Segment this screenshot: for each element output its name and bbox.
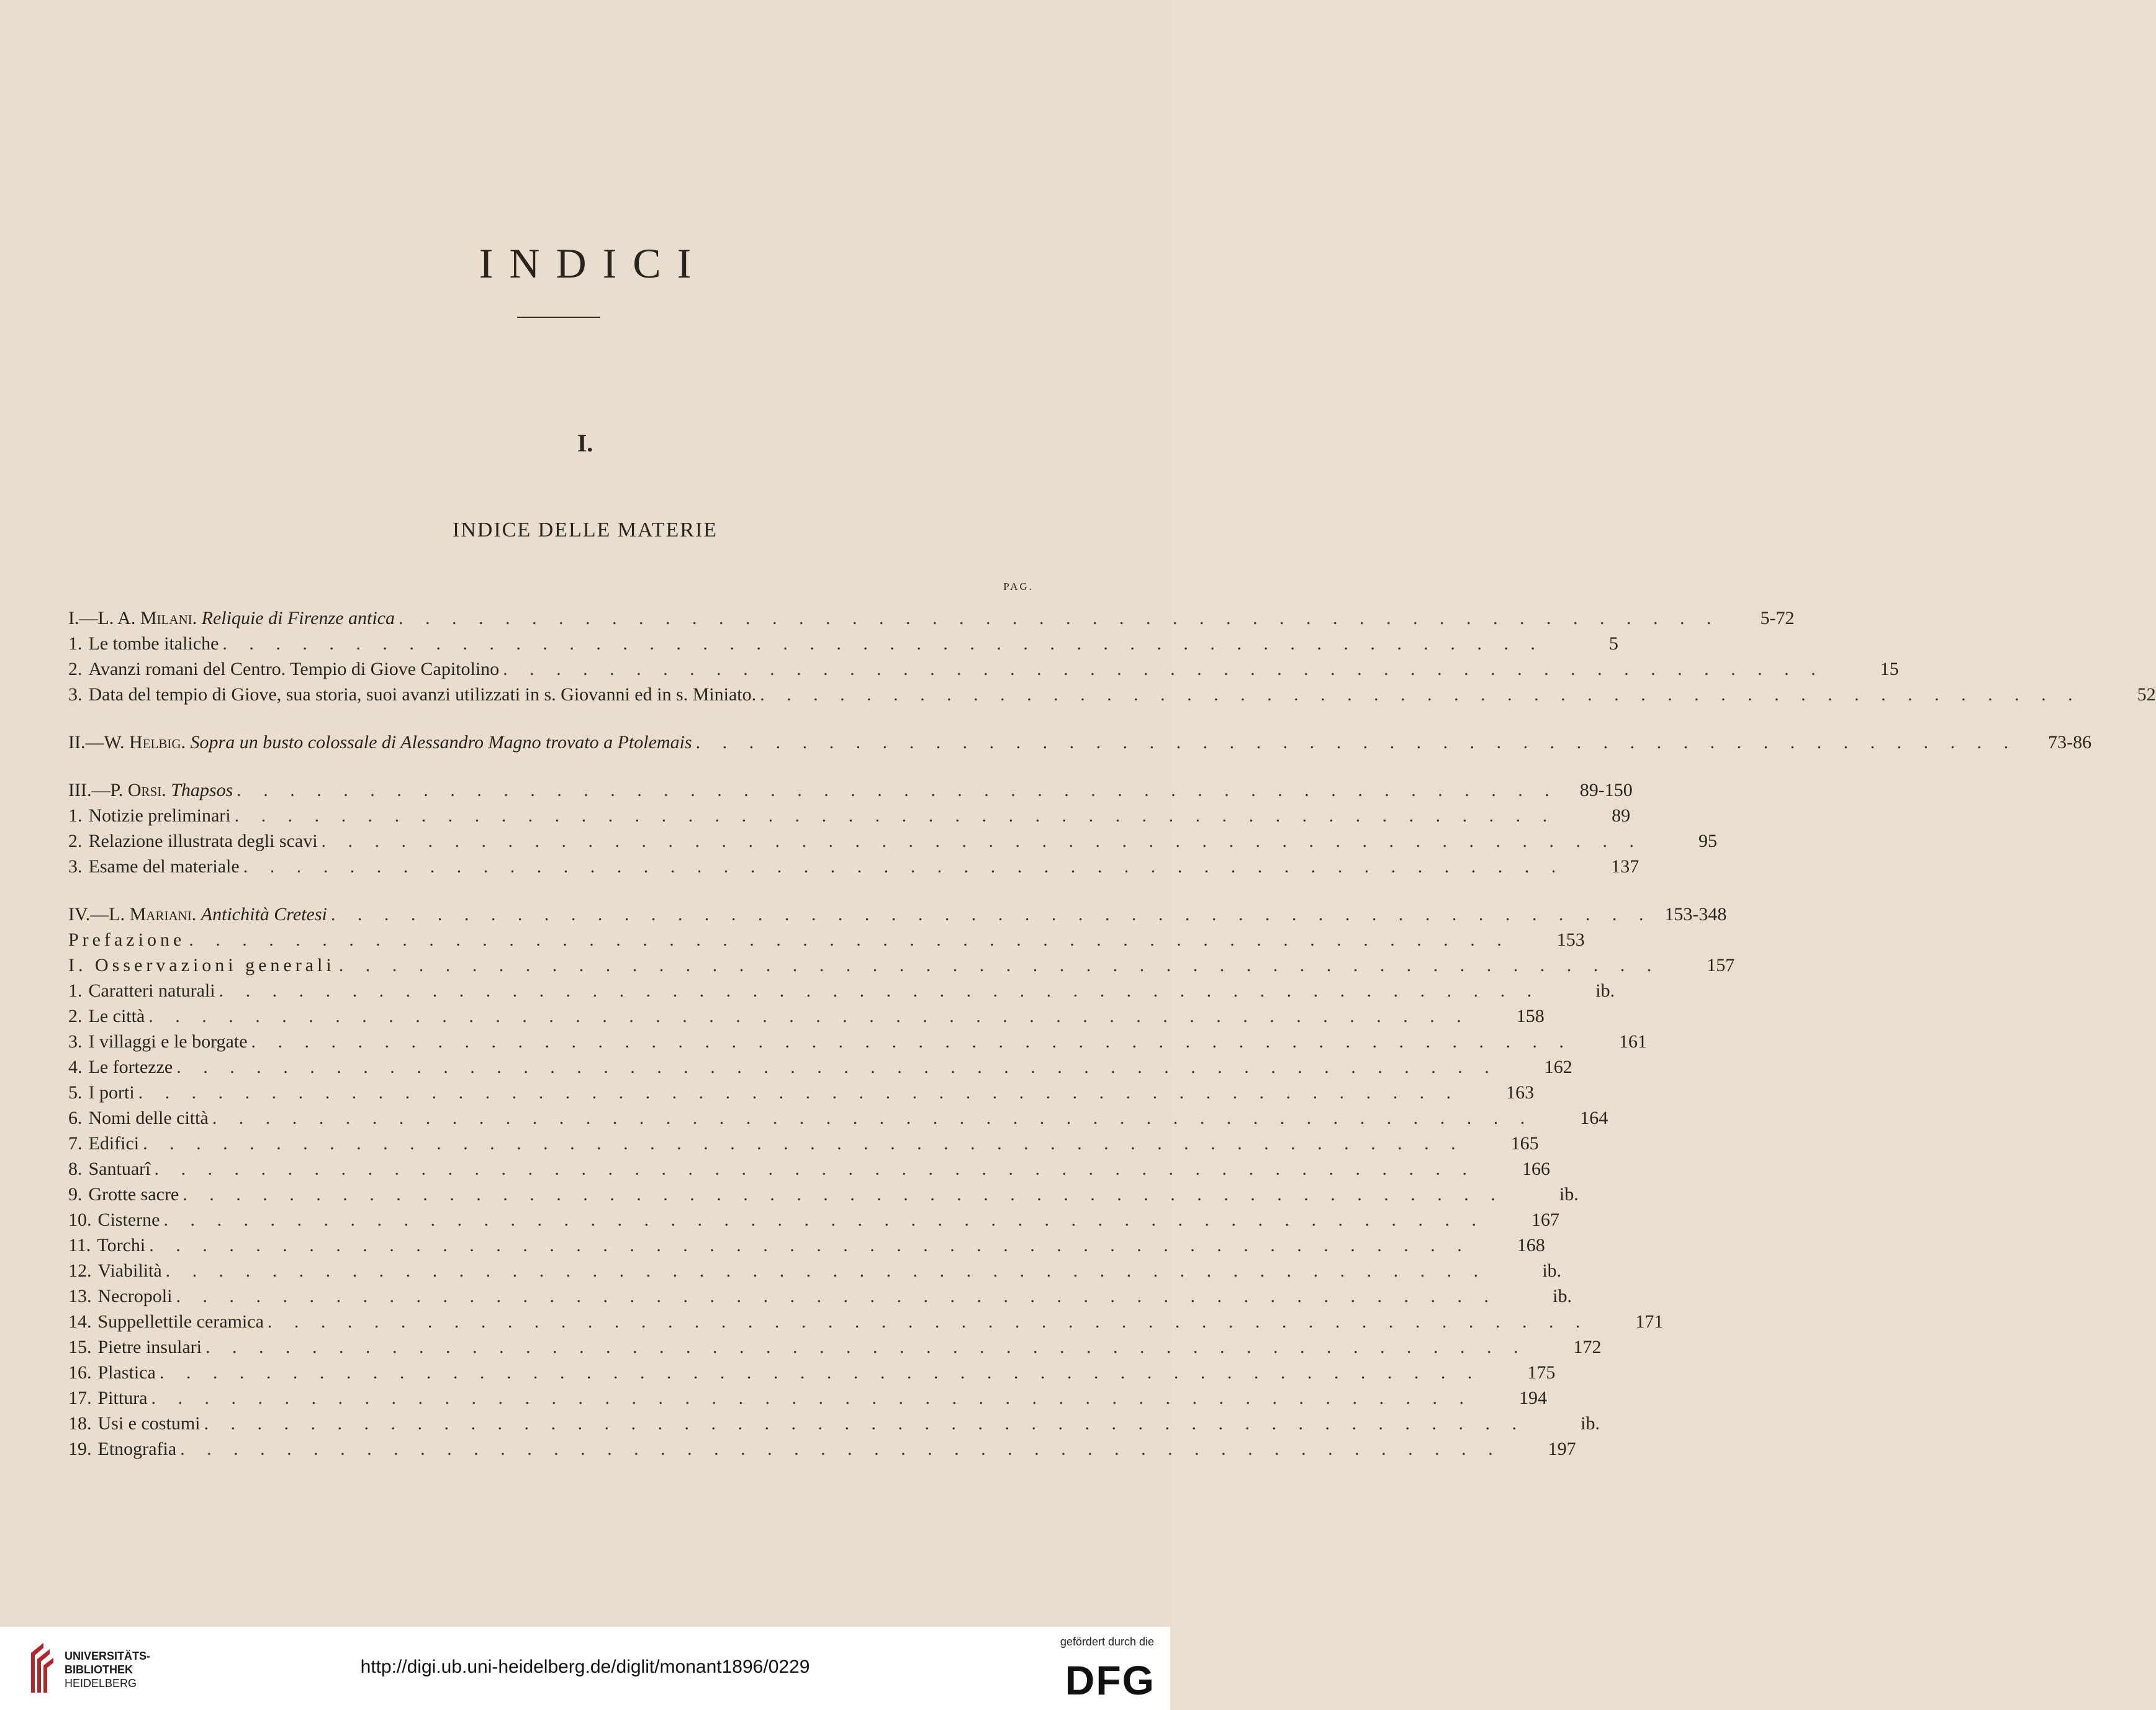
dot-leader: . . . . . . . . . . . . . . . . . . . . . . . . . . . . . . . . . . . . . . . . . . . . . . . . . . bbox=[149, 1235, 1471, 1255]
item-text: Plastica bbox=[97, 1362, 156, 1383]
toc-preface-row[interactable] bbox=[68, 927, 1585, 952]
dot-leader: . . . . . . . . . . . . . . . . . . . . . . . . . . . . . . . . . . . . . . . . . . . . . . . . . . bbox=[176, 1286, 1497, 1306]
toc-item-row[interactable] bbox=[68, 1003, 1545, 1029]
dot-leader: . . . . . . . . . . . . . . . . . . . . . . . . . . . . . . . . . . . . . . . . . . . . . . . . . . bbox=[760, 684, 2082, 705]
item-page: 167 bbox=[1531, 1210, 1559, 1230]
item-page: 172 bbox=[1573, 1337, 1602, 1357]
item-text: Viabilità bbox=[97, 1260, 162, 1281]
dot-leader: . . . . . . . . . . . . . . . . . . . . . . . . . . . . . . . . . . . . . . . . . . . . . . . . . . bbox=[219, 980, 1541, 1001]
item-text: I villaggi e le borgate bbox=[88, 1031, 248, 1052]
toc-item-row[interactable] bbox=[68, 1080, 1535, 1105]
item-number: 14. bbox=[68, 1311, 92, 1332]
pag-column-label: PAG. bbox=[1003, 581, 1034, 592]
digitization-footer bbox=[0, 1627, 1170, 1710]
item-number: 13. bbox=[68, 1286, 92, 1306]
item-text: Avanzi romani del Centro. Tempio di Giove Capitolino bbox=[88, 659, 500, 679]
section-author: L. Mariani. bbox=[109, 904, 197, 925]
item-text: Esame del materiale bbox=[88, 856, 240, 877]
item-page: 166 bbox=[1522, 1159, 1550, 1179]
item-page: ib. bbox=[1581, 1413, 1600, 1434]
section-author: P. Orsi. bbox=[110, 780, 166, 800]
part-number: I. bbox=[577, 429, 593, 457]
preface-text: Prefazione bbox=[68, 930, 186, 950]
item-text: Usi e costumi bbox=[97, 1413, 201, 1434]
dot-leader: . . . . . . . . . . . . . . . . . . . . . . . . . . . . . . . . . . . . . . . . . . . . . . . . . . bbox=[138, 1082, 1460, 1103]
item-text: Le tombe italiche bbox=[88, 633, 219, 654]
item-page: 15 bbox=[1880, 659, 1899, 679]
dfg-logo: DFG bbox=[1065, 1657, 1155, 1703]
toc-item-row[interactable] bbox=[68, 1385, 1547, 1411]
toc-section-row[interactable] bbox=[68, 902, 1727, 927]
item-number: 6. bbox=[68, 1108, 83, 1128]
toc-item-row[interactable] bbox=[68, 1207, 1559, 1233]
item-number: 17. bbox=[68, 1388, 92, 1408]
toc-item-row[interactable] bbox=[68, 1436, 1576, 1462]
item-page: 161 bbox=[1619, 1031, 1648, 1052]
item-text: Santuarî bbox=[88, 1159, 151, 1179]
dot-leader: . . . . . . . . . . . . . . . . . . . . . . . . . . . . . . . . . . . . . . . . . . . . . . . . . . bbox=[212, 1108, 1534, 1128]
item-number: 11. bbox=[68, 1235, 91, 1255]
toc-item-row[interactable] bbox=[68, 1182, 1579, 1207]
toc-section-row[interactable] bbox=[68, 730, 2092, 755]
dot-leader: . . . . . . . . . . . . . . . . . . . . . . . . . . . . . . . . . . . . . . . . . . . . . . . . . . bbox=[189, 930, 1510, 950]
toc-item-row[interactable] bbox=[68, 1309, 1664, 1334]
item-page: 164 bbox=[1580, 1108, 1608, 1128]
toc-item-row[interactable] bbox=[68, 1131, 1539, 1156]
logo-line-2: BIBLIOTHEK bbox=[65, 1663, 133, 1676]
dot-leader: . . . . . . . . . . . . . . . . . . . . . . . . . . . . . . . . . . . . . . . . . . . . . . . . . . bbox=[503, 659, 1824, 679]
item-page: ib. bbox=[1542, 1260, 1562, 1281]
item-text: Data del tempio di Giove, sua storia, suoi avanzi utilizzati in s. Giovanni ed in s. Miniato. bbox=[88, 684, 757, 705]
dot-leader: . . . . . . . . . . . . . . . . . . . . . . . . . . . . . . . . . . . . . . . . . . . . . . . . . . bbox=[237, 780, 1558, 800]
toc-item-row[interactable] bbox=[68, 1156, 1550, 1182]
dot-leader: . . . . . . . . . . . . . . . . . . . . . . . . . . . . . . . . . . . . . . . . . . . . . . . . . . bbox=[154, 1159, 1476, 1179]
section-page: 5-72 bbox=[1760, 608, 1795, 628]
item-number: 3. bbox=[68, 1031, 83, 1052]
item-text: Etnografia bbox=[97, 1439, 177, 1459]
section-dash: — bbox=[90, 904, 109, 925]
item-number: 7. bbox=[68, 1133, 83, 1154]
item-page: ib. bbox=[1553, 1286, 1572, 1306]
dot-leader: . . . . . . . . . . . . . . . . . . . . . . . . . . . . . . . . . . . . . . . . . . . . . . . . . . bbox=[234, 805, 1556, 826]
toc-preface-row[interactable] bbox=[68, 952, 1735, 978]
spacer bbox=[186, 730, 191, 755]
section-dash: — bbox=[85, 732, 104, 753]
item-number: 9. bbox=[68, 1184, 83, 1205]
section-page: 89-150 bbox=[1579, 780, 1633, 800]
item-number: 19. bbox=[68, 1439, 92, 1459]
item-text: Pittura bbox=[97, 1388, 148, 1408]
dot-leader: . . . . . . . . . . . . . . . . . . . . . . . . . . . . . . . . . . . . . . . . . . . . . . . . . . bbox=[398, 608, 1720, 628]
source-url[interactable]: http://digi.ub.uni-heidelberg.de/diglit/monant1896/0229 bbox=[360, 1657, 810, 1677]
item-page: 163 bbox=[1506, 1082, 1535, 1103]
item-number: 16. bbox=[68, 1362, 92, 1383]
section-dash: — bbox=[91, 780, 111, 800]
item-number: 10. bbox=[68, 1210, 92, 1230]
toc-item-row[interactable] bbox=[68, 1334, 1602, 1360]
item-text: Cisterne bbox=[97, 1210, 160, 1230]
item-page: 162 bbox=[1544, 1057, 1572, 1077]
item-page: 197 bbox=[1548, 1439, 1576, 1459]
item-page: 168 bbox=[1517, 1235, 1545, 1255]
section-work-title: Reliquie di Firenze antica bbox=[201, 608, 395, 628]
item-text: Relazione illustrata degli scavi bbox=[88, 831, 318, 851]
item-text: Suppellettile ceramica bbox=[97, 1311, 264, 1332]
item-text: Pietre insulari bbox=[97, 1337, 202, 1357]
logo-line-1: UNIVERSITÄTS- bbox=[65, 1650, 151, 1662]
dot-leader: . . . . . . . . . . . . . . . . . . . . . . . . . . . . . . . . . . . . . . . . . . . . . . . . . . bbox=[159, 1362, 1481, 1383]
item-page: 194 bbox=[1519, 1388, 1547, 1408]
spacer bbox=[197, 605, 202, 631]
item-page: 95 bbox=[1698, 831, 1718, 851]
item-number: 18. bbox=[68, 1413, 92, 1434]
toc-item-row[interactable] bbox=[68, 1105, 1608, 1131]
dot-leader: . . . . . . . . . . . . . . . . . . . . . . . . . . . . . . . . . . . . . . . . . . . . . . . . . . bbox=[165, 1260, 1487, 1281]
dot-leader: . . . . . . . . . . . . . . . . . . . . . . . . . . . . . . . . . . . . . . . . . . . . . . . . . . bbox=[180, 1439, 1502, 1459]
section-page: 73-86 bbox=[2048, 732, 2092, 753]
section-author: W. Helbig. bbox=[104, 732, 186, 753]
section-number: I. bbox=[68, 608, 79, 628]
toc-item-row[interactable] bbox=[68, 682, 2156, 707]
item-number: 2. bbox=[68, 1006, 83, 1026]
item-number: 12. bbox=[68, 1260, 92, 1281]
toc-item-row[interactable] bbox=[68, 1054, 1572, 1080]
toc-item-row[interactable] bbox=[68, 1029, 1648, 1054]
dot-leader: . . . . . . . . . . . . . . . . . . . . . . . . . . . . . . . . . . . . . . . . . . . . . . . . . . bbox=[151, 1388, 1473, 1408]
item-text: Notizie preliminari bbox=[88, 805, 231, 826]
item-page: 171 bbox=[1635, 1311, 1664, 1332]
item-number: 1. bbox=[68, 805, 83, 826]
page-title: INDICI bbox=[479, 240, 708, 287]
dot-leader: . . . . . . . . . . . . . . . . . . . . . . . . . . . . . . . . . . . . . . . . . . . . . . . . . . bbox=[338, 955, 1661, 975]
item-page: 165 bbox=[1510, 1133, 1539, 1154]
dot-leader: . . . . . . . . . . . . . . . . . . . . . . . . . . . . . . . . . . . . . . . . . . . . . . . . . . bbox=[243, 856, 1565, 877]
item-number: 8. bbox=[68, 1159, 83, 1179]
item-number: 3. bbox=[68, 684, 83, 705]
dot-leader: . . . . . . . . . . . . . . . . . . . . . . . . . . . . . . . . . . . . . . . . . . . . . . . . . . bbox=[267, 1311, 1589, 1332]
item-number: 1. bbox=[68, 980, 83, 1001]
spacer bbox=[196, 902, 201, 927]
item-text: Necropoli bbox=[97, 1286, 173, 1306]
item-page: 5 bbox=[1608, 633, 1618, 654]
section-title: INDICE DELLE MATERIE bbox=[452, 518, 718, 541]
item-page: 158 bbox=[1516, 1006, 1545, 1026]
section-page: 153-348 bbox=[1664, 904, 1727, 925]
item-number: 15. bbox=[68, 1337, 92, 1357]
item-number: 2. bbox=[68, 659, 83, 679]
dot-leader: . . . . . . . . . . . . . . . . . . . . . . . . . . . . . . . . . . . . . . . . . . . . . . . . . . bbox=[251, 1031, 1573, 1052]
toc-item-row[interactable] bbox=[68, 1233, 1545, 1258]
section-number: II. bbox=[68, 732, 86, 753]
toc-item-row[interactable] bbox=[68, 828, 1718, 854]
dot-leader: . . . . . . . . . . . . . . . . . . . . . . . . . . . . . . . . . . . . . . . . . . . . . . . . . . bbox=[143, 1133, 1464, 1154]
dot-leader: . . . . . . . . . . . . . . . . . . . . . . . . . . . . . . . . . . . . . . . . . . . . . . . . . . bbox=[163, 1210, 1485, 1230]
item-page: ib. bbox=[1559, 1184, 1579, 1205]
item-number: 5. bbox=[68, 1082, 83, 1103]
dot-leader: . . . . . . . . . . . . . . . . . . . . . . . . . . . . . . . . . . . . . . . . . . . . . . . . . . bbox=[695, 732, 2018, 753]
toc-item-row[interactable] bbox=[68, 978, 1615, 1003]
item-text: Le fortezze bbox=[88, 1057, 173, 1077]
toc-section-row[interactable] bbox=[68, 777, 1633, 803]
toc-item-row[interactable] bbox=[68, 1258, 1562, 1283]
toc-item-row[interactable] bbox=[68, 1411, 1600, 1436]
section-number: III. bbox=[68, 780, 92, 800]
section-number: IV. bbox=[68, 904, 91, 925]
logo-line-3: HEIDELBERG bbox=[65, 1677, 137, 1690]
spacer bbox=[166, 777, 171, 803]
item-text: Grotte sacre bbox=[88, 1184, 179, 1205]
item-text: Caratteri naturali bbox=[88, 980, 215, 1001]
dot-leader: . . . . . . . . . . . . . . . . . . . . . . . . . . . . . . . . . . . . . . . . . . . . . . . . . . bbox=[205, 1337, 1527, 1357]
section-work-title: Sopra un busto colossale di Alessandro Magno trovato a Ptolemais bbox=[190, 732, 692, 753]
dot-leader: . . . . . . . . . . . . . . . . . . . . . . . . . . . . . . . . . . . . . . . . . . . . . . . . . . bbox=[183, 1184, 1504, 1205]
item-page: 175 bbox=[1527, 1362, 1556, 1383]
title-rule bbox=[517, 317, 600, 318]
sponsor-text: gefördert durch die bbox=[1060, 1635, 1154, 1648]
item-page: 89 bbox=[1612, 805, 1631, 826]
item-number: 2. bbox=[68, 831, 83, 851]
item-text: Le città bbox=[88, 1006, 145, 1026]
toc-item-row[interactable] bbox=[68, 631, 1618, 656]
section-dash: — bbox=[79, 608, 98, 628]
preface-text: I. Osservazioni generali bbox=[68, 955, 335, 975]
dot-leader: . . . . . . . . . . . . . . . . . . . . . . . . . . . . . . . . . . . . . . . . . . . . . . . . . . bbox=[321, 831, 1643, 851]
item-page: ib. bbox=[1595, 980, 1615, 1001]
item-number: 1. bbox=[68, 633, 83, 654]
section-author: L. A. Milani. bbox=[97, 608, 197, 628]
item-page: 52 bbox=[2137, 684, 2156, 705]
toc-item-row[interactable] bbox=[68, 854, 1640, 879]
section-work-title: Thapsos bbox=[171, 780, 233, 800]
toc-item-row[interactable] bbox=[68, 803, 1631, 828]
item-page: 137 bbox=[1611, 856, 1640, 877]
item-text: Nomi delle città bbox=[88, 1108, 209, 1128]
section-work-title: Antichità Cretesi bbox=[201, 904, 327, 925]
table-of-contents bbox=[68, 605, 2156, 1462]
item-number: 4. bbox=[68, 1057, 83, 1077]
toc-section-row[interactable] bbox=[68, 605, 1795, 631]
dot-leader: . . . . . . . . . . . . . . . . . . . . . . . . . . . . . . . . . . . . . . . . . . . . . . . . . . bbox=[176, 1057, 1498, 1077]
item-text: Torchi bbox=[97, 1235, 146, 1255]
dot-leader: . . . . . . . . . . . . . . . . . . . . . . . . . . . . . . . . . . . . . . . . . . . . . . . . . . bbox=[222, 633, 1544, 654]
item-number: 3. bbox=[68, 856, 83, 877]
dot-leader: . . . . . . . . . . . . . . . . . . . . . . . . . . . . . . . . . . . . . . . . . . . . . . . . . . bbox=[148, 1006, 1470, 1026]
dot-leader: . . . . . . . . . . . . . . . . . . . . . . . . . . . . . . . . . . . . . . . . . . . . . . . . . . bbox=[204, 1413, 1525, 1434]
toc-item-row[interactable] bbox=[68, 656, 1899, 682]
preface-page: 153 bbox=[1556, 930, 1585, 950]
toc-item-row[interactable] bbox=[68, 1360, 1556, 1385]
dot-leader: . . . . . . . . . . . . . . . . . . . . . . . . . . . . . . . . . . . . . . . . . . . . . . . . . . bbox=[330, 904, 1653, 925]
toc-item-row[interactable] bbox=[68, 1283, 1572, 1309]
preface-page: 157 bbox=[1707, 955, 1735, 975]
item-text: I porti bbox=[88, 1082, 135, 1103]
item-text: Edifici bbox=[88, 1133, 140, 1154]
